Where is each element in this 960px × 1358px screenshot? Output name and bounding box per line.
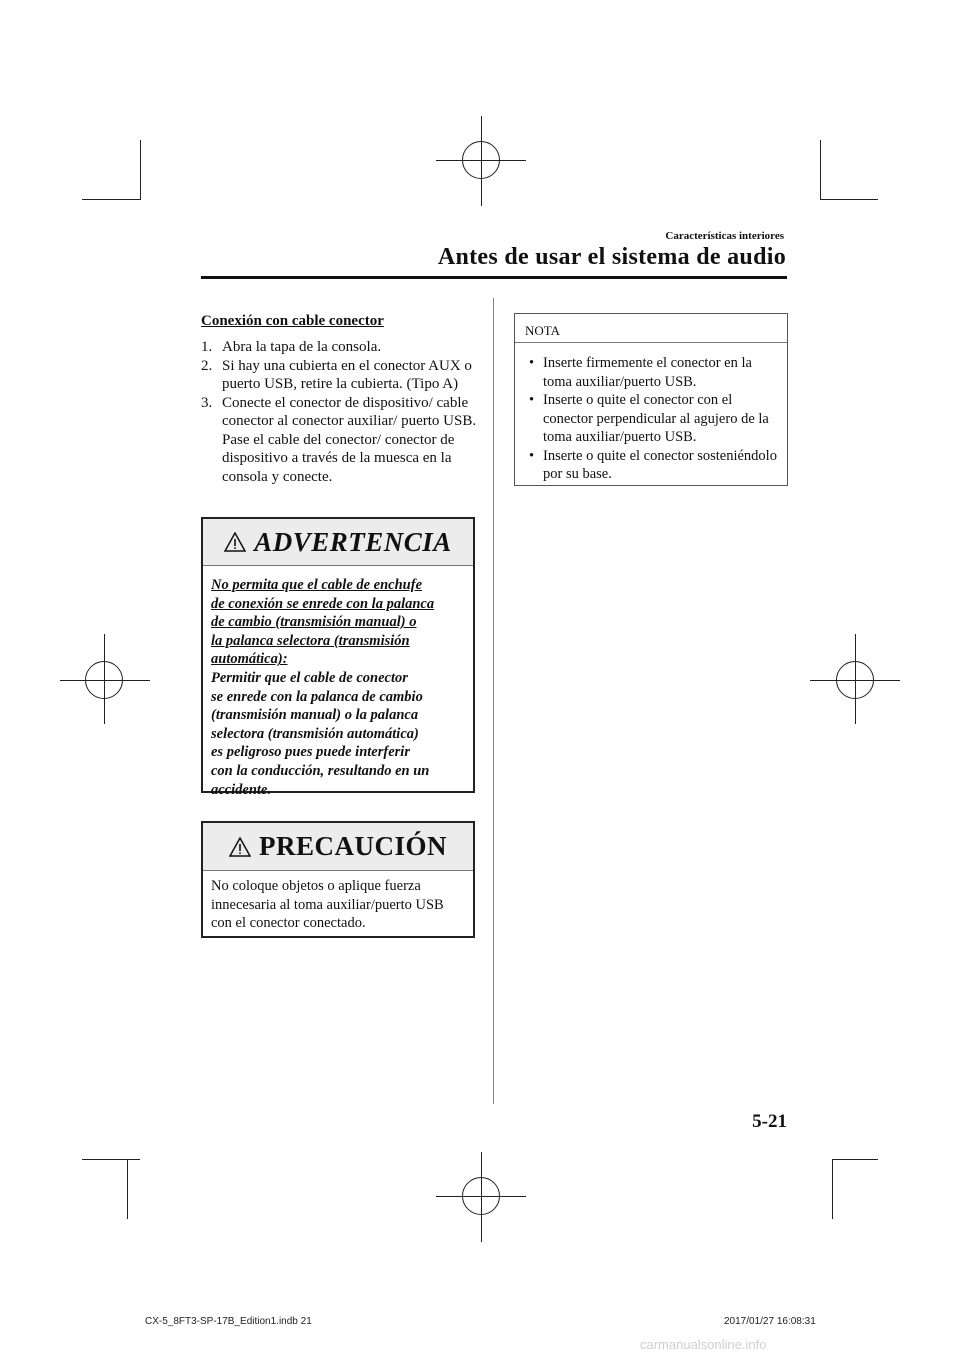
steps-list <box>201 338 479 486</box>
warning-icon <box>224 532 246 552</box>
warning-title: ADVERTENCIA <box>254 526 452 557</box>
section-label: Características interiores <box>665 230 784 242</box>
note-box <box>514 313 788 486</box>
warning-header <box>203 519 473 566</box>
warning-text: No permita que el cable de enchufe de conexión se enrede con la palanca de cambio (transmisión manual) o la palanca selectora (transmisión automática): Permitir que el cable de conector se enrede con la palanca de cambio (transmisión manual) o la palanca selectora (transmisión automática) es peligroso pues puede interferir con la conducción, resultando en un accidente. <box>211 577 435 798</box>
caution-box <box>201 821 475 938</box>
caution-icon <box>229 837 251 857</box>
step-item: 1. Abra la tapa de la consola. <box>201 339 382 355</box>
header-divider <box>201 276 787 279</box>
step-item: 2. Si hay una cubierta en el conector AUX o puerto USB, retire la cubierta. (Tipo A) <box>201 357 472 392</box>
footer-timestamp: 2017/01/27 16:08:31 <box>724 1316 816 1327</box>
note-title: NOTA <box>515 314 787 343</box>
step-item: 3. Conecte el conector de dispositivo/ cable conector al conector auxiliar/ puerto USB. Pase el cable del conector/ conector de dispositivo a través de la muesca en la consola y conecte. <box>201 394 477 485</box>
warning-box <box>201 517 475 798</box>
caution-header <box>203 823 473 871</box>
note-list <box>515 343 787 484</box>
note-item: • Inserte firmemente el conector en la toma auxiliar/puerto USB. <box>529 355 752 390</box>
section-title: Conexión con cable conector <box>201 313 384 329</box>
column-divider <box>493 298 494 1104</box>
caution-title: PRECAUCIÓN <box>258 831 447 861</box>
caution-text: No coloque objetos o aplique fuerza innecesaria al toma auxiliar/puerto USB con el conector conectado. <box>211 878 444 932</box>
page-title: Antes de usar el sistema de audio <box>437 244 786 270</box>
footer-file-info: CX-5_8FT3-SP-17B_Edition1.indb 21 <box>145 1316 312 1327</box>
page-number: 5-21 <box>752 1111 787 1132</box>
note-item: • Inserte o quite el conector con el conector perpendicular al agujero de la toma auxiliar/puerto USB. <box>529 392 769 445</box>
note-item: • Inserte o quite el conector sosteniéndolo por su base. <box>529 447 777 482</box>
watermark: carmanualsonline.info <box>640 1337 767 1352</box>
